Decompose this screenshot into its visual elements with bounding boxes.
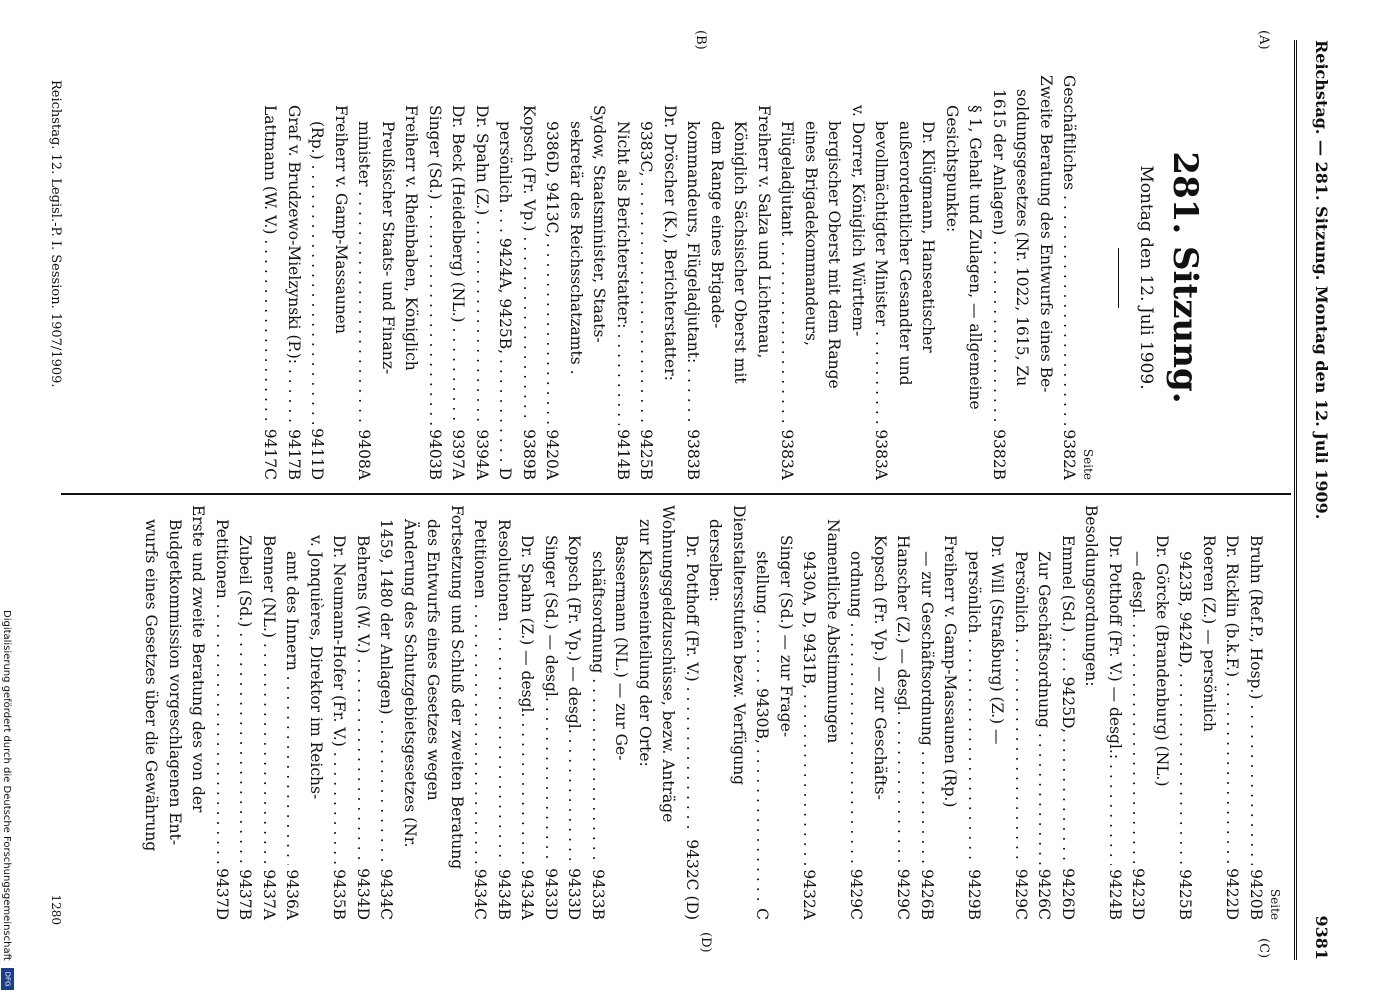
toc-entry-page: 9417C (261, 428, 280, 480)
toc-entry-text: — desgl. . . . (1126, 551, 1150, 864)
toc-entry-page: 9434D (354, 868, 372, 920)
toc-entry: derselben: (706, 519, 725, 602)
toc-entry (492, 505, 516, 920)
toc-entry: Bassermann (NL.) — zur Ge- (612, 535, 631, 761)
toc-entry-page: 9432A (800, 869, 819, 920)
toc-entry-text: 9423B, 9424D, . . . (1173, 551, 1197, 865)
toc-entry: Freiherr v. Rheinbaben, Königlich (402, 105, 421, 371)
left-column (258, 75, 1283, 480)
margin-marker-a: (A) (1256, 30, 1271, 50)
toc-entry: Dr. Görcke (Brandenburg) (NL.) (1153, 535, 1171, 787)
toc-entry-page: 9382A (1060, 429, 1079, 480)
toc-entry: Änderung des Schutzgebietsgesetzes (Nr. (401, 519, 419, 848)
toc-entry-text: Emmel (Sd.) . . . . 9425D, . . . (1056, 535, 1080, 864)
toc-entry (257, 505, 281, 920)
toc-entry-text: Lattmann (W. V.) . . . (258, 105, 282, 425)
toc-entry (1056, 505, 1080, 920)
session-title: 281. Sitzung. (1165, 151, 1205, 404)
toc-entry-page: 9389B (520, 429, 538, 480)
running-header (1307, 40, 1331, 960)
toc-entry (305, 75, 329, 480)
toc-entry-text: Resolutionen . . . (492, 519, 516, 865)
right-column (139, 505, 1283, 920)
toc-entry: dem Range eines Brigade- (708, 121, 726, 329)
toc-entry-page: 9382B (990, 429, 1008, 480)
toc-entry (446, 75, 470, 480)
toc-entry-text: Dr. Potthoff (Fr. V.) . . . (680, 535, 704, 835)
toc-entry: Dienstaltersstufen bezw. Verfügung (730, 505, 748, 786)
toc-entry-text: 9430A, D, 9431B, . . . (797, 551, 821, 865)
toc-entry-page: 9435B (330, 869, 349, 920)
right-toc-list (139, 505, 1267, 920)
toc-entry-text: Dr. Spahn (Z.) — desgl. . . . (515, 535, 539, 865)
header-rule (1294, 40, 1297, 960)
left-toc-list (258, 75, 1081, 480)
toc-entry-page: 9426D (1059, 868, 1077, 920)
toc-entry: Erste und zweite Beratung des von der (189, 505, 208, 813)
footer-signature: Reichstag. 12. Legisl.-P. I. Session. 1907/1909. (48, 80, 63, 388)
column-divider (61, 493, 1291, 495)
toc-entry (915, 505, 939, 920)
toc-entry-page: 9437D (213, 868, 231, 920)
margin-marker-d: (D) (698, 932, 713, 953)
page-number: 9381 (1312, 915, 1331, 960)
seite-label-left: Seite (1081, 448, 1096, 480)
toc-entry-text: ordnung . . . (844, 551, 868, 865)
toc-entry: Budgetkommission vorgeschlagenen Ent- (166, 519, 184, 846)
toc-entry (1220, 505, 1244, 920)
toc-entry-page: 9429B (965, 869, 983, 920)
toc-entry-page: 9437B (236, 869, 255, 920)
toc-entry-text: Nicht als Berichterstatter: . . . (611, 121, 635, 425)
dfg-logo-icon (1, 968, 14, 990)
toc-entry (351, 505, 375, 920)
toc-entry-page: 9383B (684, 429, 703, 480)
toc-entry-page: 9394A (473, 429, 491, 480)
toc-entry-text: Dr. Neumann-Hofer (Fr. V.) . . . (327, 535, 351, 865)
margin-marker-c: (C) (1256, 938, 1271, 959)
toc-entry-text: Graf v. Brudzewo-Mielzynski (P.): . . . (282, 105, 306, 425)
toc-entry-text: Petitionen . . . (210, 519, 234, 864)
toc-entry-text: 9383C, . . . (634, 121, 658, 425)
toc-entry (540, 75, 564, 480)
toc-entry-page: 9433D (542, 868, 560, 920)
toc-entry (891, 505, 915, 920)
toc-entry (1244, 505, 1268, 920)
toc-entry-page: 9422D (1223, 868, 1242, 920)
toc-entry-page: D (496, 467, 515, 480)
toc-entry (775, 75, 799, 480)
footer-number: 1280 (49, 894, 63, 925)
toc-entry-page: 9426B (918, 869, 936, 920)
dfg-logo-text: DFG (3, 971, 12, 987)
toc-entry (468, 505, 492, 920)
toc-entry-page: 9411D (308, 428, 327, 480)
toc-entry-text: schäftsordnung . . . (586, 551, 610, 865)
toc-entry: Preußischer Staats- und Finanz- (379, 121, 397, 375)
toc-entry: Königlich Sächsischer Oberst mit (731, 121, 750, 384)
toc-entry: Gesichtspunkte: (943, 105, 961, 233)
toc-entry-text: Kopsch (Fr. Vp.) — desgl. . . . (562, 535, 586, 864)
toc-entry-page: 9397A (449, 429, 468, 480)
toc-entry (210, 505, 234, 920)
toc-entry (611, 75, 635, 480)
toc-entry: Fortsetzung und Schluß der zweiten Beratung (448, 505, 466, 870)
toc-entry-text: Bruhn (Ref.P., Hosp.) . . . (1244, 535, 1268, 865)
toc-entry: Namentliche Abstimmungen (824, 519, 842, 744)
toc-entry-page: C (753, 908, 772, 920)
toc-entry (258, 75, 282, 480)
toc-entry: eines Brigadekommandeurs, (802, 121, 820, 346)
toc-entry-text: Benner (NL.) . . . (257, 535, 281, 865)
toc-entry (844, 505, 868, 920)
toc-entry (374, 505, 398, 920)
toc-entry (327, 505, 351, 920)
toc-entry-page: 9429C (847, 868, 866, 920)
toc-entry: Dr. Klügmann, Hanseatischer (919, 121, 938, 353)
digitization-credit (0, 610, 14, 990)
toc-entry: Wohnungsgeldzuschüsse, bezw. Anträge (659, 505, 678, 823)
toc-entry (423, 75, 447, 480)
toc-entry-page: 9434C (471, 868, 490, 920)
toc-entry (987, 75, 1011, 480)
toc-entry (797, 505, 821, 920)
toc-entry-page: 9434B (495, 869, 513, 920)
toc-entry (869, 75, 893, 480)
toc-entry-text: Petitionen . . . (468, 519, 492, 865)
toc-entry-text: 1615 der Anlagen) . . . (987, 89, 1011, 425)
toc-entry-page: 9423D (1129, 868, 1148, 920)
toc-entry: Freiherr v. Gamp-Massaunen (Rp.) (941, 535, 960, 808)
toc-entry-page: 9434C (377, 868, 396, 920)
toc-entry-text: Zubeil (Sd.) . . . (233, 535, 257, 865)
toc-entry-text: (Rp.) . . . (305, 121, 329, 424)
toc-entry-text: Behrens (W. V.) . . . (351, 535, 375, 864)
toc-entry-page: 9414B (614, 429, 632, 480)
toc-entry: sekretär des Reichsschatzamts . (567, 121, 585, 375)
toc-entry (1103, 505, 1127, 920)
toc-entry: Roeren (Z.) — persönlich (1200, 535, 1218, 732)
toc-entry-page: 9424B (1106, 869, 1124, 920)
credit-text: Digitalisierung gefördert durch die Deutsche Forschungsgemeinschaft (1, 610, 12, 961)
toc-entry-text: — zur Geschäftsordnung . . . (915, 551, 939, 865)
toc-entry: soldungsgesetzes (Nr. 1022, 1615, Zu (1013, 89, 1032, 387)
toc-entry-text: persönlich . . . (962, 551, 986, 865)
toc-entry (539, 505, 563, 920)
toc-entry-text: Singer (Sd.) . . . (423, 105, 447, 425)
toc-entry: Zweite Beratung des Entwurfs eines Be- (1037, 75, 1055, 393)
toc-entry (562, 505, 586, 920)
toc-entry (352, 75, 376, 480)
toc-entry-page: 9429C (1012, 868, 1030, 920)
toc-entry-page: 9417B (285, 429, 303, 480)
toc-entry: Dr. Dröscher (K.), Berichterstatter: (661, 105, 679, 381)
toc-entry: des Entwurfs eines Gesetzes wegen (424, 519, 443, 801)
toc-entry (681, 75, 705, 480)
toc-entry (634, 75, 658, 480)
toc-entry-page: 9433D (565, 868, 584, 920)
toc-entry-page: 9425B (637, 429, 656, 480)
toc-entry-text: persönlich . . . 9424A, 9425B, . . . (493, 121, 517, 464)
toc-entry: Kopsch (Fr. Vp.) — zur Geschäfts- (871, 535, 889, 800)
toc-entry-page: 9434A (518, 869, 537, 920)
toc-entry: Besoldungsordnungen: (1082, 505, 1101, 687)
toc-entry-text: minister . . . (352, 121, 376, 425)
toc-entry (1173, 505, 1197, 920)
toc-entry: v. Jonquières, Direktor im Reichs- (307, 535, 325, 800)
toc-entry-page: 9408A (355, 429, 374, 480)
toc-entry: außerordentlicher Gesandter und (896, 121, 914, 386)
toc-entry-text: Singer (Sd.) — desgl. . . . (539, 535, 563, 864)
toc-entry-text: Dr. Beck (Heidelberg) (NL.) . . . (446, 105, 470, 425)
toc-entry-page: 9425B (1176, 869, 1195, 920)
toc-entry-text: kommandeurs, Flügeladjutant: . . . (681, 121, 705, 425)
margin-marker-b: (B) (693, 30, 708, 50)
toc-entry-text: Dr. Potthoff (Fr. V.) — desgl.: . . . (1103, 535, 1127, 865)
toc-entry-page: 9433B (589, 869, 607, 920)
toc-entry-text: Zur Geschäftsordnung . . . (1032, 551, 1056, 865)
toc-entry (1126, 505, 1150, 920)
toc-entry-text: Dr. Spahn (Z.) . . . (470, 105, 494, 425)
toc-entry-page: 9437A (260, 869, 278, 920)
toc-entry-text: Kopsch (Fr. Vp.) . . . (517, 105, 541, 425)
toc-entry (1032, 505, 1056, 920)
toc-entry-text: 9386D, 9413C, . . . (540, 121, 564, 425)
toc-entry (586, 505, 610, 920)
title-rule (1119, 248, 1120, 308)
toc-entry (280, 505, 304, 920)
toc-entry-page: 9432C (D) (683, 839, 701, 920)
toc-entry: Freiherr v. Gamp-Massaunen (332, 105, 350, 334)
toc-entry (493, 75, 517, 480)
toc-entry-text: bevollmächtigter Minister . . . (869, 121, 893, 425)
toc-entry (680, 505, 704, 920)
toc-entry (1009, 505, 1033, 920)
toc-entry: Singer (Sd.) — zur Frage- (777, 535, 795, 738)
toc-entry (233, 505, 257, 920)
toc-entry-page: 9420B (1247, 869, 1265, 920)
toc-entry (962, 505, 986, 920)
toc-entry: bergischer Oberst mit dem Range (825, 121, 844, 389)
toc-entry (282, 75, 306, 480)
toc-entry (517, 75, 541, 480)
toc-entry (1057, 75, 1081, 480)
toc-entry: Dr. Will (Straßburg) (Z.) — (988, 535, 1007, 745)
toc-entry-page: 9436A (283, 869, 302, 920)
toc-entry-page: 9403B (426, 429, 444, 480)
toc-entry-text: amt des Innern . . . (280, 551, 304, 865)
toc-entry-text: stellung . . . . . . . 9430B, . . . (750, 551, 774, 904)
toc-entry: § 1, Gehalt und Zulagen, — allgemeine (966, 105, 985, 410)
toc-entry-page: 9429C (894, 868, 913, 920)
toc-entry-page: 9383A (778, 429, 797, 480)
toc-entry-page: 9426C (1035, 868, 1054, 920)
toc-entry: v. Dorrer, Königlich Württem- (849, 105, 867, 337)
session-date: Montag den 12. Juli 1909. (1136, 165, 1156, 390)
running-header-title: Reichstag. — 281. Sitzung. Montag den 12. Juli 1909. (1312, 40, 1331, 520)
toc-entry-page: 9420A (543, 429, 562, 480)
toc-entry-page: 9383A (872, 429, 891, 480)
toc-entry (515, 505, 539, 920)
toc-entry: Freiherr v. Salza und Lichtenau, (755, 105, 773, 359)
toc-entry (750, 505, 774, 920)
toc-entry (470, 75, 494, 480)
toc-entry-text: Persönlich . . . (1009, 551, 1033, 865)
toc-entry: zur Klasseneinteilung der Orte: (636, 519, 654, 767)
toc-entry-text: Dr. Ricklin (b.k.F.) . . . (1220, 535, 1244, 864)
toc-entry-text: Flügeladjutant . . . (775, 121, 799, 425)
toc-entry: Sydow, Staatsminister, Staats- (590, 105, 609, 343)
toc-entry-text: Hanscher (Z.) — desgl. . . . (891, 535, 915, 865)
toc-entry-text: 1459, 1480 der Anlagen) . . . (374, 519, 398, 865)
toc-entry-text: Geschäftliches . . . (1057, 75, 1081, 425)
toc-entry: wurfs eines Gesetzes über die Gewährung (142, 519, 161, 852)
seite-label-right: Seite (1268, 888, 1282, 920)
